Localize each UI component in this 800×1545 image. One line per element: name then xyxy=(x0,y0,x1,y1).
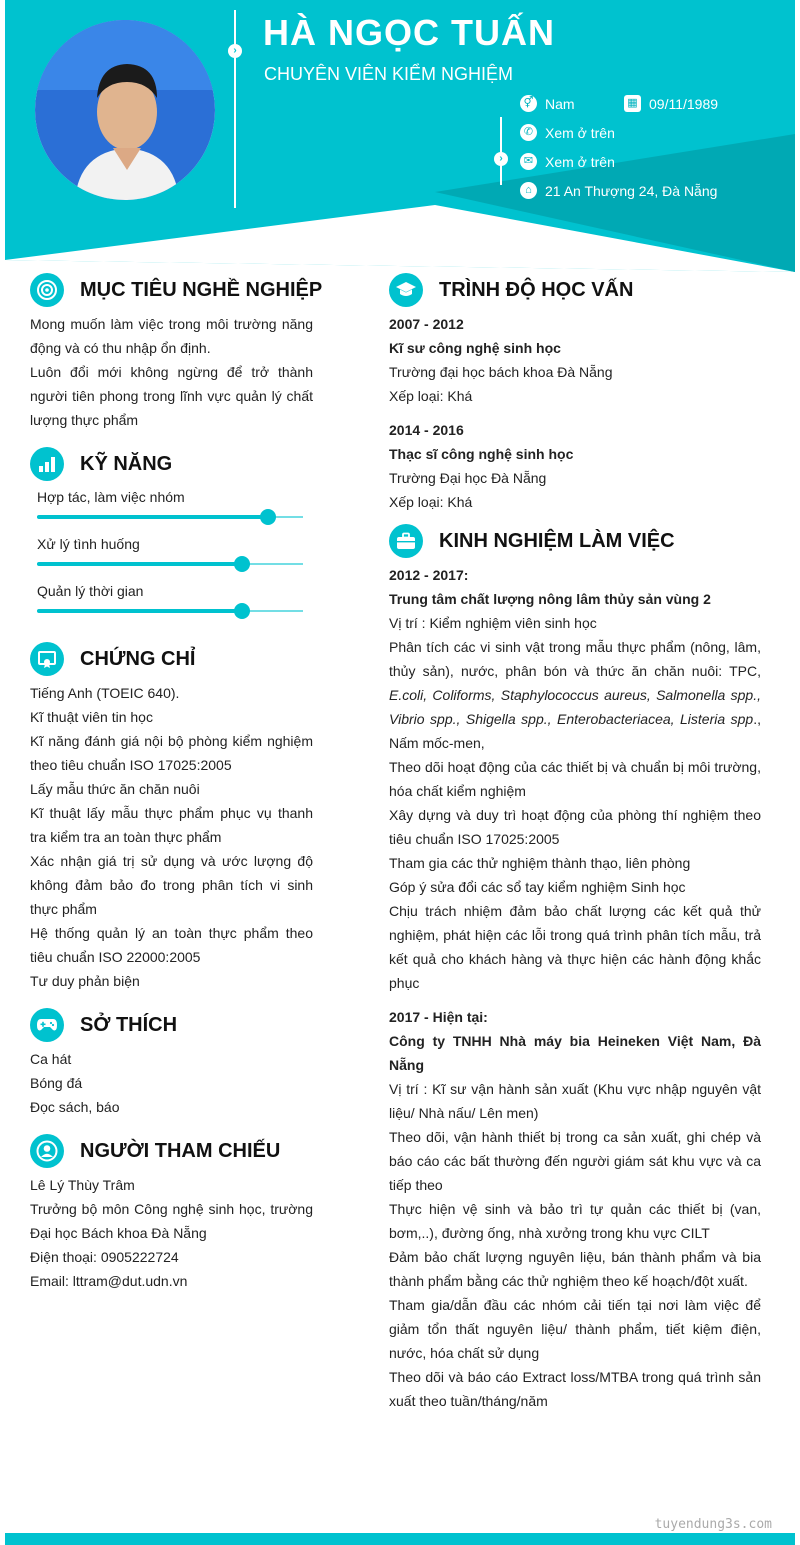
calendar-icon: ▦ xyxy=(624,95,641,112)
education-period: 2007 - 2012 xyxy=(389,316,464,332)
skill-level-knob xyxy=(234,556,250,572)
candidate-name: HÀ NGỌC TUẤN xyxy=(263,12,555,53)
education-period: 2014 - 2016 xyxy=(389,422,464,438)
target-icon xyxy=(30,273,64,307)
hobbies-section-header xyxy=(30,1008,177,1042)
section-title: TRÌNH ĐỘ HỌC VẤN xyxy=(439,278,634,301)
reference-details xyxy=(30,1173,313,1293)
certificates-section-header xyxy=(30,642,195,676)
education-entry xyxy=(389,312,761,408)
chevron-right-icon: › xyxy=(228,44,242,58)
reference-position: Trưởng bộ môn Công nghệ sinh học, trường Đại học Bách khoa Đà Nẵng xyxy=(30,1201,313,1241)
gender-value: Nam xyxy=(545,95,575,112)
reference-name: Lê Lý Thùy Trâm xyxy=(30,1177,135,1193)
objective-paragraph: Mong muốn làm việc trong môi trường năng động và có thu nhập ổn định. xyxy=(30,316,313,356)
education-grade: Xếp loại: Khá xyxy=(389,388,473,404)
hobbies-list xyxy=(30,1047,313,1119)
briefcase-icon xyxy=(389,524,423,558)
education-degree: Thạc sĩ công nghệ sinh học xyxy=(389,446,574,462)
contact-divider xyxy=(500,117,502,185)
education-grade: Xếp loại: Khá xyxy=(389,494,473,510)
gender-info xyxy=(520,95,575,112)
experience-section-header xyxy=(389,524,675,558)
experience-company: Công ty TNHH Nhà máy bia Heineken Việt Nam, Đà Nẵng xyxy=(389,1033,761,1073)
certificate-item: Lấy mẫu thức ăn chăn nuôi xyxy=(30,781,200,797)
email-info xyxy=(520,153,615,170)
education-school: Trường Đại học Đà Nẵng xyxy=(389,470,547,486)
user-icon xyxy=(30,1134,64,1168)
graduation-cap-icon xyxy=(389,273,423,307)
skill-level-knob xyxy=(234,603,250,619)
watermark: tuyendung3s.com xyxy=(654,1517,772,1532)
education-school: Trường đại học bách khoa Đà Nẵng xyxy=(389,364,613,380)
phone-info xyxy=(520,124,615,141)
experience-duty: Tham gia/dẫn đầu các nhóm cải tiến tại nơi làm việc để giảm tổn thất nguyên liệu/ thành phẩm, tiết kiệm điện, nước, hóa chất sử dụng xyxy=(389,1297,761,1361)
reference-email: Email: lttram@dut.udn.vn xyxy=(30,1273,188,1289)
chevron-right-icon: › xyxy=(494,152,508,166)
objective-paragraph: Luôn đổi mới không ngừng để trở thành người tiên phong trong lĩnh vực quản lý chất lượng thực phẩm xyxy=(30,364,313,428)
objective-section-header xyxy=(30,273,322,307)
email-value: Xem ở trên xyxy=(545,153,615,170)
reference-phone: Điện thoại: 0905222724 xyxy=(30,1249,179,1265)
hobby-item: Bóng đá xyxy=(30,1075,83,1091)
skill-label: Quản lý thời gian xyxy=(37,583,144,599)
skill-level-bar xyxy=(37,609,242,613)
experience-period: 2012 - 2017: xyxy=(389,567,469,583)
experience-entry xyxy=(389,563,761,995)
section-title: KỸ NĂNG xyxy=(80,452,173,475)
experience-duty: Xây dựng và duy trì hoạt động của phòng thí nghiệm theo tiêu chuẩn ISO 17025:2005 xyxy=(389,807,761,847)
certificate-icon xyxy=(30,642,64,676)
experience-company: Trung tâm chất lượng nông lâm thủy sản vùng 2 xyxy=(389,591,711,607)
experience-period: 2017 - Hiện tại: xyxy=(389,1009,488,1025)
reference-section-header xyxy=(30,1134,280,1168)
certificate-item: Kĩ thuật lấy mẫu thực phẩm phục vụ thanh tra kiểm tra an toàn thực phẩm xyxy=(30,805,313,845)
experience-duty: Đảm bảo chất lượng nguyên liệu, bán thành phẩm và bia thành phẩm bằng các thử nghiệm theo kế hoạch/đột xuất. xyxy=(389,1249,761,1289)
duty-text: ., Nấm mốc-men, xyxy=(389,711,761,751)
experience-role: Vị trí : Kiểm nghiệm viên sinh học xyxy=(389,615,597,631)
duty-text: Phân tích các vi sinh vật trong mẫu thực phẩm (nông, lâm, thủy sản), nước, phân bón và thức ăn chăn nuôi: TPC, xyxy=(389,639,761,679)
experience-duty: Chịu trách nhiệm đảm bảo chất lượng các kết quả thử nghiệm, phát hiện các lỗi trong quá trình phân tích mẫu, trả kết quả cho khách hàng và thực hiện các hành động khắc phục xyxy=(389,903,761,991)
bar-chart-icon xyxy=(30,447,64,481)
experience-duty: Theo dõi hoạt động của các thiết bị và chuẩn bị môi trường, hóa chất kiểm nghiệm xyxy=(389,759,761,799)
section-title: NGƯỜI THAM CHIẾU xyxy=(80,1139,281,1162)
address-value: 21 An Thượng 24, Đà Nẵng xyxy=(545,182,718,199)
skill-level-bar xyxy=(37,515,268,519)
education-degree: Kĩ sư công nghệ sinh học xyxy=(389,340,561,356)
avatar xyxy=(35,20,215,200)
experience-duty: Thực hiện vệ sinh và bảo trì tự quản các thiết bị (van, bơm,..), đường ống, nhà xưởng trong khu vực CILT xyxy=(389,1201,761,1241)
certificate-item: Kĩ thuật viên tin học xyxy=(30,709,153,725)
hobby-item: Đọc sách, báo xyxy=(30,1099,120,1115)
phone-value: Xem ở trên xyxy=(545,124,615,141)
skill-label: Hợp tác, làm việc nhóm xyxy=(37,489,185,505)
gender-icon: ⚥ xyxy=(520,95,537,112)
address-info xyxy=(520,182,717,199)
objective-text xyxy=(30,312,313,432)
certificates-list xyxy=(30,681,313,993)
birthdate-info xyxy=(624,95,718,112)
experience-duty: Tham gia các thử nghiệm thành thạo, liên phòng xyxy=(389,855,691,871)
section-title: KINH NGHIỆM LÀM VIỆC xyxy=(439,529,675,552)
certificate-item: Hệ thống quản lý an toàn thực phẩm theo tiêu chuẩn ISO 22000:2005 xyxy=(30,925,313,965)
skill-label: Xử lý tình huống xyxy=(37,536,140,552)
section-title: SỞ THÍCH xyxy=(80,1013,178,1036)
education-section-header xyxy=(389,273,633,307)
section-title: MỤC TIÊU NGHỀ NGHIỆP xyxy=(80,278,323,301)
skill-level-knob xyxy=(260,509,276,525)
education-entry xyxy=(389,418,761,514)
certificate-item: Xác nhận giá trị sử dụng và ước lượng độ không đảm bảo đo trong phân tích vi sinh thực phẩm xyxy=(30,853,313,917)
skill-level-bar xyxy=(37,562,242,566)
birthdate-value: 09/11/1989 xyxy=(649,95,719,112)
home-icon: ⌂ xyxy=(520,182,537,199)
experience-duty: Góp ý sửa đổi các sổ tay kiểm nghiệm Sinh học xyxy=(389,879,686,895)
experience-duty: Theo dõi, vận hành thiết bị trong ca sản xuất, ghi chép và báo cáo các bất thường đến người giám sát khu vực và ca tiếp theo xyxy=(389,1129,761,1193)
gamepad-icon xyxy=(30,1008,64,1042)
skills-section-header xyxy=(30,447,172,481)
footer-bar xyxy=(5,1533,795,1545)
job-title: CHUYÊN VIÊN KIỂM NGHIỆM xyxy=(264,64,514,84)
experience-duty xyxy=(389,635,761,755)
certificate-item: Tư duy phản biện xyxy=(30,973,140,989)
experience-entry xyxy=(389,1005,761,1413)
duty-organisms: E.coli, Coliforms, Staphylococcus aureus, Salmonella spp., Vibrio spp., Shigella spp., Enterobacteriacea, Listeria spp xyxy=(389,687,761,727)
envelope-icon: ✉ xyxy=(520,153,537,170)
hobby-item: Ca hát xyxy=(30,1051,72,1067)
certificate-item: Tiếng Anh (TOEIC 640). xyxy=(30,685,180,701)
experience-role: Vị trí : Kĩ sư vận hành sản xuất (Khu vực nhập nguyên vật liệu/ Nhà nấu/ Lên men) xyxy=(389,1081,761,1121)
section-title: CHỨNG CHỈ xyxy=(80,647,196,670)
header-divider xyxy=(234,10,236,208)
phone-icon: ✆ xyxy=(520,124,537,141)
certificate-item: Kĩ năng đánh giá nội bộ phòng kiểm nghiệm theo tiêu chuẩn ISO 17025:2005 xyxy=(30,733,313,773)
experience-duty: Theo dõi và báo cáo Extract loss/MTBA trong quá trình sản xuất theo tuần/tháng/năm xyxy=(389,1369,761,1409)
